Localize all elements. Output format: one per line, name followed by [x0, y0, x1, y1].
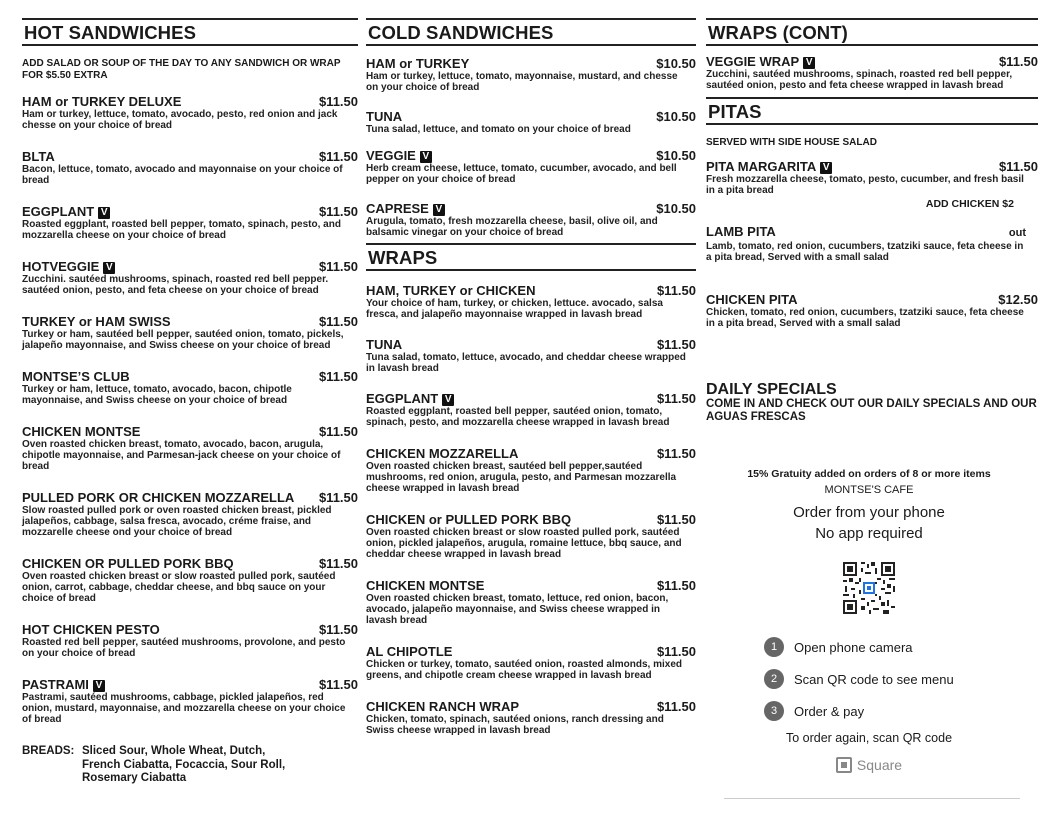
item-price: $11.50	[656, 283, 696, 298]
item-description: Chicken or turkey, tomato, sautéed onion, roasted almonds, mixed greens, and chipotle cream cheese wrapped in lavash bread	[366, 659, 682, 681]
item-description: Turkey or ham, sautéed bell pepper, sautéed onion, tomato, pickels, jalapeño mayonnaise, and Swiss cheese on your choice of bread	[22, 329, 344, 351]
item-price: $11.50	[318, 490, 358, 505]
item-price: $10.50	[656, 109, 696, 124]
menu-item	[366, 699, 696, 736]
pitas-title: PITAS	[706, 97, 1038, 125]
menu-item	[366, 201, 696, 238]
cold-sandwiches-wraps-column	[366, 18, 696, 736]
menu-item	[22, 259, 358, 296]
item-name: CHICKEN OR PULLED PORK BBQ	[22, 556, 234, 571]
divider	[724, 798, 1020, 799]
item-name: PITA MARGARITA	[706, 158, 817, 174]
step-number: 1	[764, 637, 784, 657]
item-name: EGGPLANT	[22, 204, 95, 219]
item-price: $11.50	[318, 94, 358, 109]
item-name: PASTRAMI	[22, 677, 89, 692]
item-description: Bacon, lettuce, tomato, avocado and mayonnaise on your choice of bread	[22, 164, 343, 186]
vegetarian-badge-icon: V	[103, 262, 115, 274]
item-name: PULLED PORK OR CHICKEN MOZZARELLA	[22, 490, 295, 505]
menu-item	[366, 578, 696, 626]
add-chicken-note: ADD CHICKEN $2	[925, 197, 1014, 210]
vegetarian-badge-icon: V	[433, 204, 445, 216]
step-text: Scan QR code to see menu	[794, 671, 954, 687]
item-price: $10.50	[656, 148, 696, 163]
wraps-cont-title: WRAPS (CONT)	[706, 18, 1038, 46]
hot-sandwiches-column	[22, 18, 358, 786]
menu-item	[706, 224, 1038, 263]
item-price: $11.50	[318, 204, 358, 219]
item-price: $10.50	[656, 201, 696, 216]
item-price: $11.50	[656, 446, 696, 461]
order-again-text: To order again, scan QR code	[785, 731, 953, 745]
order-from-phone-text: Order from your phone	[793, 504, 945, 521]
menu-item	[366, 391, 696, 428]
gratuity-note: 15% Gratuity added on orders of 8 or more items	[747, 468, 991, 480]
item-name: VEGGIE	[366, 148, 416, 163]
item-price: out	[1008, 227, 1026, 239]
item-name: TURKEY or HAM SWISS	[22, 314, 171, 329]
hot-add-salad-note: ADD SALAD OR SOUP OF THE DAY TO ANY SANDWICH OR WRAP FOR $5.50 EXTRA	[22, 58, 341, 81]
item-price: $12.50	[998, 292, 1038, 307]
menu-item	[366, 56, 696, 93]
breads-line: Sliced Sour, Whole Wheat, Dutch,	[82, 745, 266, 757]
step-number: 2	[764, 669, 784, 689]
menu-item	[706, 159, 1038, 211]
square-logo	[706, 757, 1032, 773]
daily-specials-subtitle: COME IN AND CHECK OUT OUR DAILY SPECIALS AND OUR AGUAS FRESCAS	[706, 398, 1037, 423]
item-price: $11.50	[318, 677, 358, 692]
menu-item	[22, 424, 358, 472]
menu-item	[22, 204, 358, 241]
item-name: HAM, TURKEY or CHICKEN	[366, 283, 536, 298]
item-description: Slow roasted pulled pork or oven roasted chicken breast, pickled jalapeños, cabbage, salsa fresca, avocado, créme fraise, and mozzarelle cheese ond your choice of bread	[22, 505, 332, 538]
item-description: Oven roasted chicken breast or slow roasted pulled pork, sautéed onion, pickled jalapeños, arugula, romaine lettuce, bbq sauce, and cheddar cheese wrapped in lavash bread	[366, 527, 682, 560]
menu-item	[366, 446, 696, 494]
item-price: $11.50	[656, 644, 696, 659]
item-name: AL CHIPOTLE	[366, 644, 453, 659]
menu-item	[706, 54, 1038, 91]
breads-label: BREADS:	[22, 745, 75, 757]
item-name: TUNA	[366, 109, 403, 124]
item-price: $11.50	[656, 512, 696, 527]
breads-line: Rosemary Ciabatta	[82, 772, 187, 784]
square-brand-text: Square	[856, 757, 903, 773]
item-description: Lamb, tomato, red onion, cucumbers, tzatziki sauce, feta cheese in a pita bread, Served with a small salad	[706, 241, 1024, 263]
item-name: EGGPLANT	[366, 391, 439, 406]
menu-item	[366, 109, 696, 135]
cafe-name: MONTSE'S CAFE	[824, 484, 914, 496]
pitas-note: SERVED WITH SIDE HOUSE SALAD	[706, 137, 877, 148]
item-price: $11.50	[998, 54, 1038, 69]
item-price: $11.50	[318, 314, 358, 329]
menu-item	[366, 644, 696, 681]
item-name: CAPRESE	[366, 201, 429, 216]
menu-item	[366, 512, 696, 560]
wraps-title: WRAPS	[366, 243, 696, 271]
item-description: Fresh mozzarella cheese, tomato, pesto, cucumber, and fresh basil in a pita bread	[706, 173, 1024, 196]
step-open-camera	[764, 631, 1032, 663]
menu-item	[22, 622, 358, 659]
item-description: Ham or turkey, lettuce, tomato, mayonnaise, mustard, and chesse on your choice of bread	[366, 71, 678, 93]
item-name: CHICKEN or PULLED PORK BBQ	[366, 512, 572, 527]
item-description: Ham or turkey, lettuce, tomato, avocado, pesto, red onion and jack chesse on your choice of bread	[22, 109, 338, 131]
vegetarian-badge-icon: V	[820, 162, 832, 174]
item-price: $10.50	[656, 56, 696, 71]
step-order-pay	[764, 695, 1032, 727]
menu-item	[366, 337, 696, 374]
step-scan-qr	[764, 663, 1032, 695]
item-name: CHICKEN MONTSE	[366, 578, 485, 593]
item-description: Turkey or ham, lettuce, tomato, avocado, bacon, chipotle mayonnaise, and Swiss cheese on your choice of bread	[22, 384, 292, 406]
item-name: CHICKEN PITA	[706, 292, 798, 307]
item-price: $11.50	[318, 556, 358, 571]
item-price: $11.50	[318, 622, 358, 637]
item-name: CHICKEN RANCH WRAP	[366, 699, 520, 714]
menu-item	[22, 369, 358, 406]
item-name: BLTA	[22, 149, 55, 164]
item-description: Roasted eggplant, roasted bell pepper, sautéed onion, tomato, spinach, pesto, and mozzarella cheese wrapped in lavash bread	[366, 406, 670, 428]
item-name: MONTSE’S CLUB	[22, 369, 130, 384]
item-name: HAM or TURKEY DELUXE	[22, 94, 182, 109]
item-description: Zucchini, sautéed mushrooms, spinach, roasted red bell pepper, sautéed onion, pesto and feta cheese wrapped in lavash bread	[706, 69, 1013, 91]
menu-item	[22, 149, 358, 186]
menu-item	[366, 148, 696, 185]
item-name: HAM or TURKEY	[366, 56, 470, 71]
vegetarian-badge-icon: V	[420, 151, 432, 163]
item-description: Zucchini. sautéed mushrooms, spinach, roasted red bell pepper. sautéed onion, pesto, and feta cheese on your choice of bread	[22, 274, 329, 296]
item-name: HOTVEGGIE	[22, 259, 100, 274]
item-price: $11.50	[656, 391, 696, 406]
breads-line: French Ciabatta, Focaccia, Sour Roll,	[82, 758, 286, 771]
item-price: $11.50	[318, 369, 358, 384]
cold-sandwiches-title: COLD SANDWICHES	[366, 18, 696, 46]
item-description: Tuna salad, tomato, lettuce, avocado, and cheddar cheese wrapped in lavash bread	[366, 352, 686, 374]
wraps-pitas-specials-column	[706, 18, 1038, 773]
qr-code-icon[interactable]	[843, 562, 895, 614]
menu-item	[706, 292, 1038, 329]
item-description: Herb cream cheese, lettuce, tomato, cucumber, avocado, and bell pepper on your choice of bread	[366, 163, 677, 185]
square-logo-icon	[836, 757, 852, 773]
item-price: $11.50	[656, 578, 696, 593]
menu-item	[366, 283, 696, 320]
item-price: $11.50	[318, 424, 358, 439]
item-description: Roasted eggplant, roasted bell pepper, tomato, spinach, pesto, and mozzarella cheese on your choice of bread	[22, 219, 341, 241]
step-text: Order & pay	[794, 703, 865, 719]
item-description: Chicken, tomato, spinach, sautéed onions, ranch dressing and Swiss cheese wrapped in lavash bread	[366, 714, 664, 736]
item-description: Oven roasted chicken breast, sautéed bell pepper,sautéed mushrooms, red onion, arugula, pesto, and Parmesan mozzarella cheese wrapped in lavash bread	[366, 461, 677, 494]
order-steps	[764, 631, 1032, 727]
item-name: HOT CHICKEN PESTO	[22, 622, 160, 637]
item-description: Roasted red bell pepper, sautéed mushrooms, provolone, and pesto on your choice of bread	[22, 637, 346, 659]
item-description: Arugula, tomato, fresh mozzarella cheese, basil, olive oil, and balsamic vinegar on your choice of bread	[366, 216, 658, 238]
menu-item	[22, 314, 358, 351]
menu-item	[22, 556, 358, 604]
menu-item	[22, 677, 358, 725]
step-number: 3	[764, 701, 784, 721]
vegetarian-badge-icon: V	[803, 57, 815, 69]
item-name: CHICKEN MONTSE	[22, 424, 141, 439]
item-description: Oven roasted chicken breast, tomato, lettuce, red onion, bacon, avocado, jalapeño mayonnaise, and Swiss cheese wrapped in lavash bread	[366, 593, 669, 626]
step-text: Open phone camera	[794, 639, 913, 655]
item-name: LAMB PITA	[706, 224, 776, 239]
no-app-required-text: No app required	[815, 525, 923, 542]
item-description: Chicken, tomato, red onion, cucumbers, tzatziki sauce, feta cheese in a pita bread, Served with a small salad	[706, 307, 1024, 329]
item-name: VEGGIE WRAP	[706, 54, 800, 69]
item-price: $11.50	[656, 699, 696, 714]
item-description: Oven roasted chicken breast, tomato, avocado, bacon, arugula, chipotle mayonnaise, and Parmesan-jack cheese on your choice of bread	[22, 439, 341, 472]
daily-specials-title: DAILY SPECIALS	[706, 381, 837, 398]
item-description: Oven roasted chicken breast or slow roasted pulled pork, sautéed onion, carrot, cabbage, cheddar cheese, and bbq sauce on your choice of bread	[22, 571, 336, 604]
item-name: TUNA	[366, 337, 403, 352]
hot-sandwiches-title: HOT SANDWICHES	[22, 18, 358, 46]
vegetarian-badge-icon: V	[442, 394, 454, 406]
item-name: CHICKEN MOZZARELLA	[366, 446, 519, 461]
daily-specials	[706, 381, 1038, 424]
breads-list	[22, 745, 358, 786]
item-description: Your choice of ham, turkey, or chicken, lettuce. avocado, salsa fresca, and jalapeño mayonnaise wrapped in lavash bread	[366, 298, 663, 320]
order-online-panel	[706, 468, 1032, 773]
menu-item	[22, 94, 358, 131]
vegetarian-badge-icon: V	[98, 207, 110, 219]
menu-item	[22, 490, 358, 538]
item-price: $11.50	[656, 337, 696, 352]
item-description: Pastrami, sautéed mushrooms, cabbage, pickled jalapeños, red onion, mustard, mayonnaise, and mozzarella cheese on your choice of bread	[22, 692, 346, 725]
item-price: $11.50	[998, 158, 1038, 174]
item-description: Tuna salad, lettuce, and tomato on your choice of bread	[366, 124, 631, 135]
vegetarian-badge-icon: V	[93, 680, 105, 692]
item-price: $11.50	[318, 259, 358, 274]
item-price: $11.50	[318, 149, 358, 164]
